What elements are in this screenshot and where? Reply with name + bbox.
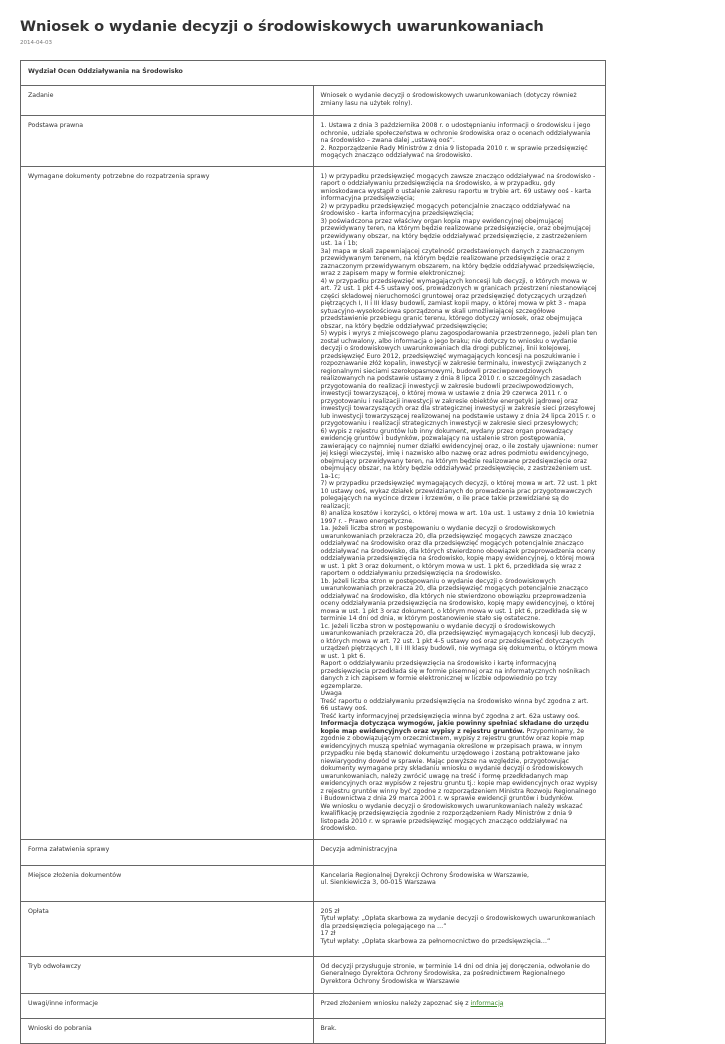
document-requirement: 5) wypis i wyrys z miejscowego planu zagospodarowania przestrzennego, jeżeli plan ten został uchwalony, albo informacja o jego braku; nie dotyczy to wniosku o wydanie decyzji o środowiskowych uwarunkowaniach dla drogi publicznej, linii kolejowej, przedsięwzięć Euro 2012, przedsięwzięć wymagających koncesji na poszukiwanie i rozpoznawanie złóż kopalin, inwestycji w zakresie terminalu, inwestycji związanych z regionalnymi sieciami szerokopasmowymi, budowli przeciwpowodziowych realizowanych na podstawie ustawy z dnia 8 lipca 2010 r. o szczególnych zasadach przygotowania do realizacji inwestycji w zakresie budowli przeciwpowodziowych, inwestycji towarzyszącej, o której mowa w ustawie z dnia 29 czerwca 2011 r. o przygotowaniu i realizacji inwestycji w zakresie obiektów energetyki jądrowej oraz inwestycji towarzyszących oraz dla strategicznej inwestycji w zakresie sieci przesyłowej lub inwestycji towarzyszącej realizowanej na podstawie ustawy z dnia 24 lipca 2015 r. o przygotowaniu i realizacji strategicznych inwestycji w zakresie sieci przesyłowych;	[320, 330, 598, 427]
row-value	[313, 116, 606, 167]
procedure-table	[20, 60, 606, 1044]
legal-basis-line: 1. Ustawa z dnia 3 października 2008 r. o udostępnianiu informacji o środowisku i jego ochronie, udziale społeczeństwa w ochronie środowiska oraz o ocenach oddziaływania na środowisko – zwana dalej „ustawą ooś”.	[320, 122, 591, 144]
row-value: Decyzja administracyjna	[313, 839, 606, 865]
row-label: Wnioski do pobrania	[21, 1018, 314, 1043]
row-label: Uwagi/inne informacje	[21, 993, 314, 1018]
document-requirement: 7) w przypadku przedsięwzięć wymagających decyzji, o której mowa w art. 72 ust. 1 pkt 10 ustawy ooś, wykaz działek przewidzianych do prowadzenia prac przygotowawczych polegających na wycince drzew i krzewów, o ile prace takie przewidziane są do realizacji;	[320, 480, 597, 510]
department-name: Wydział Ocen Oddziaływania na Środowisko	[21, 61, 606, 86]
row-label: Tryb odwoławczy	[21, 956, 314, 993]
document-requirement: 1c. Jeżeli liczba stron w postępowaniu o wydanie decyzji o środowiskowych uwarunkowaniach przekracza 20, dla przedsięwzięć wymagających koncesji lub decyzji, o których mowa w art. 72 ust. 1 pkt 4-5 ustawy ooś oraz przedsięwzięć dotyczących urządzeń piętrzących I, II i III klasy budowli, nie wymaga się dokumentu, o którym mowa w ust. 1 pkt 6.	[320, 622, 598, 660]
legal-basis-line: 2. Rozporządzenie Rady Ministrów z dnia 9 listopada 2010 r. w sprawie przedsięwzięć mogących znacząco oddziaływać na środowisko.	[320, 144, 588, 159]
information-link[interactable]: informacją	[470, 999, 504, 1007]
document-requirement: 4) w przypadku przedsięwzięć wymagających koncesji lub decyzji, o których mowa w art. 72 ust. 1 pkt 4-5 ustawy ooś, prowadzonych w granicach przestrzeni niestanowiącej części składowej nieruchomości gruntowej oraz przedsięwzięć dotyczących urządzeń piętrzących I, II i III klasy budowli, zamiast kopii mapy, o której mowa w pkt 3 - mapa sytuacyjno-wysokościowa sporządzona w skali umożliwiającej szczegółowe przedstawienie przebiegu granic terenu, którego dotyczy wniosek, oraz obejmująca obszar, na który będzie oddziaływać przedsięwzięcie;	[320, 277, 597, 330]
row-label: Wymagane dokumenty potrzebne do rozpatrzenia sprawy	[21, 166, 314, 839]
row-label: Forma załatwienia sprawy	[21, 839, 314, 865]
office-name: Kancelaria Regionalnej Dyrekcji Ochrony Środowiska w Warszawie,	[320, 871, 530, 879]
office-address: ul. Sienkiewicza 3, 00-015 Warszawa	[320, 879, 436, 886]
table-row-wnioski	[21, 1018, 606, 1043]
table-row-tryb-odwolawczy	[21, 956, 606, 993]
fee-title: Tytuł wpłaty: „Opłata skarbowa za wydanie decyzji o środowiskowych uwarunkowaniach dla przedsięwzięcia polegającego na …”	[320, 915, 596, 930]
document-requirement: 3) poświadczona przez właściwy organ kopia mapy ewidencyjnej obejmującej przewidywany teren, na którym będzie realizowane przedsięwzięcie, oraz obejmującej przewidywany obszar, na który będzie oddziaływać przedsięwzięcie, z zastrzeżeniem ust. 1a i 1b;	[320, 217, 591, 247]
table-row-miejsce-zlozenia	[21, 865, 606, 901]
document-requirement: 1b. Jeżeli liczba stron w postępowaniu o wydanie decyzji o środowiskowych uwarunkowaniach przekracza 20, dla przedsięwzięć mogących potencjalnie znacząco oddziaływać na środowisko, dla których nie stwierdzono obowiązku przeprowadzenia oceny oddziaływania przedsięwzięcia na środowisko, kopię mapy ewidencyjnej, o której mowa w ust. 1 pkt 3 oraz dokument, o którym mowa w ust. 1 pkt 6, przedkłada się w terminie 14 dni od dnia, w którym postanowienie stało się ostateczne.	[320, 577, 595, 622]
page-title: Wniosek o wydanie decyzji o środowiskowych uwarunkowaniach	[20, 18, 544, 35]
note-line: Treść raportu o oddziaływaniu przedsięwzięcia na środowisko winna być zgodna z art. 66 ustawy ooś.	[320, 697, 589, 712]
publication-date: 2014-04-03	[20, 40, 52, 46]
document-requirement: 8) analiza kosztów i korzyści, o której mowa w art. 10a ust. 1 ustawy z dnia 10 kwietnia 1997 r. - Prawo energetyczne.	[320, 510, 595, 525]
row-value	[313, 865, 606, 901]
document-requirement: 6) wypis z rejestru gruntów lub inny dokument, wydany przez organ prowadzący ewidencję gruntów i budynków, pozwalający na ustalenie stron postępowania, zawierający co najmniej numer działki ewidencyjnej oraz, o ile zostały ujawnione: numer jej księgi wieczystej, imię i nazwisko albo nazwę oraz adres podmiotu ewidencyjnego, obejmujący przewidywany teren, na którym będzie realizowane przedsięwzięcie oraz obejmujący obszar, na który będzie oddziaływać przedsięwzięcie, z zastrzeżeniem ust. 1a-1c;	[320, 427, 598, 480]
row-label: Zadanie	[21, 86, 314, 116]
fee-title: Tytuł wpłaty: „Opłata skarbowa za pełnomocnictwo do przedsięwzięcia…”	[320, 937, 551, 945]
row-value	[313, 993, 606, 1018]
row-value: Od decyzji przysługuje stronie, w terminie 14 dni od dnia jej doręczenia, odwołanie do Generalnego Dyrektora Ochrony Środowiska, za pośrednictwem Regionalnego Dyrektora Ochrony Środowiska w Warszawie	[313, 956, 606, 993]
row-value	[313, 166, 606, 839]
row-value: Wniosek o wydanie decyzji o środowiskowych uwarunkowaniach (dotyczy również zmiany lasu na użytek rolny).	[313, 86, 606, 116]
notes-text: Przed złożeniem wniosku należy zapoznać się z	[320, 999, 471, 1007]
table-row-podstawa-prawna	[21, 116, 606, 167]
document-requirement: 1a. Jeżeli liczba stron w postępowaniu o wydanie decyzji o środowiskowych uwarunkowaniach przekracza 20, dla przedsięwzięć mogących zawsze znacząco oddziaływać na środowisko oraz dla przedsięwzięć mogących potencjalnie znacząco oddziaływać na środowisko, dla których stwierdzono obowiązek przeprowadzenia oceny oddziaływania przedsięwzięcia na środowisko, kopię mapy ewidencyjnej, o której mowa w ust. 1 pkt 3 oraz dokument, o którym mowa w ust. 1 pkt 6, przedkłada się wraz z raportem o oddziaływaniu przedsięwzięcia na środowisko.	[320, 525, 596, 577]
document-requirement: 3a) mapa w skali zapewniającej czytelność przedstawionych danych z zaznaczonym przewidywanym terenem, na którym będzie realizowane przedsięwzięcie oraz z zaznaczonym przewidywanym obszarem, na który będzie oddziaływać przedsięwzięcie, wraz z zapisem mapy w formie elektronicznej;	[320, 247, 595, 277]
row-value: Brak.	[313, 1018, 606, 1043]
maps-information	[321, 720, 599, 803]
row-label: Opłata	[21, 901, 314, 956]
row-label: Podstawa prawna	[21, 116, 314, 167]
note-heading: Uwaga	[320, 690, 342, 697]
table-row-forma-zalatwienia	[21, 839, 606, 865]
table-row-zadanie	[21, 86, 606, 116]
document-requirement: 1) w przypadku przedsięwzięć mogących zawsze znacząco oddziaływać na środowisko - raport o oddziaływaniu przedsięwzięcia na środowisko, a w przypadku, gdy wnioskodawca wystąpił o ustalenie zakresu raportu w trybie art. 69 ustawy ooś - karta informacyjna przedsięwzięcia;	[320, 172, 596, 202]
qualification-note: We wniosku o wydanie decyzji o środowiskowych uwarunkowaniach należy wskazać kwalifikację przedsięwzięcia zgodnie z rozporządzeniem Rady Ministrów z dnia 9 listopada 2010 r. w sprawie przedsięwzięć mogących znacząco oddziaływać na środowisko.	[320, 802, 583, 832]
row-value	[313, 901, 606, 956]
maps-information-text: Przypominamy, że zgodnie z obowiązującym orzecznictwem, wypisy z rejestru gruntów oraz kopie map ewidencyjnych muszą spełniać wymagania określone w przepisach prawa, w innym przypadku nie będą stanowić dokumentu urzędowego i zostaną potraktowane jako niewiarygodny dowód w sprawie. Mając powyższe na względzie, przygotowując dokumenty wymagane przy składaniu wniosku o wydanie decyzji o środowiskowych uwarunkowaniach, należy zwrócić uwagę na treść i formę przedkładanych map ewidencyjnych oraz wypisów z rejestru gruntu tj.: kopie map ewidencyjnych oraz wypisy z rejestru gruntów winny być zgodne z rozporządzeniem Ministra Rozwoju Regionalnego i Budownictwa z dnia 29 marca 2001 r. w sprawie ewidencji gruntów i budynków.	[320, 727, 598, 802]
row-label: Miejsce złożenia dokumentów	[21, 865, 314, 901]
document-requirement: 2) w przypadku przedsięwzięć mogących potencjalnie znacząco oddziaływać na środowisko - karta informacyjna przedsięwzięcia;	[320, 202, 571, 217]
table-row-oplata	[21, 901, 606, 956]
fee-amount: 205 zł	[320, 907, 340, 915]
table-row-wymagane-dokumenty	[21, 166, 606, 839]
fee-amount: 17 zł	[320, 930, 336, 937]
note-line: Treść karty informacyjnej przedsięwzięcia winna być zgodna z art. 62a ustawy ooś.	[320, 712, 580, 720]
maps-information-heading: Informacja dotycząca wymogów, jakie powinny spełniać składane do urzędu kopie map ewidencyjnych oraz wypisy z rejestru gruntów.	[320, 720, 589, 735]
table-header-row	[21, 61, 606, 86]
document-requirement: Raport o oddziaływaniu przedsięwzięcia na środowisko i kartę informacyjną przedsięwzięcia przedkłada się w formie pisemnej oraz na informatycznych nośnikach danych z ich zapisem w formie elektronicznej w liczbie odpowiednio po trzy egzemplarze.	[320, 660, 590, 690]
table-row-uwagi	[21, 993, 606, 1018]
